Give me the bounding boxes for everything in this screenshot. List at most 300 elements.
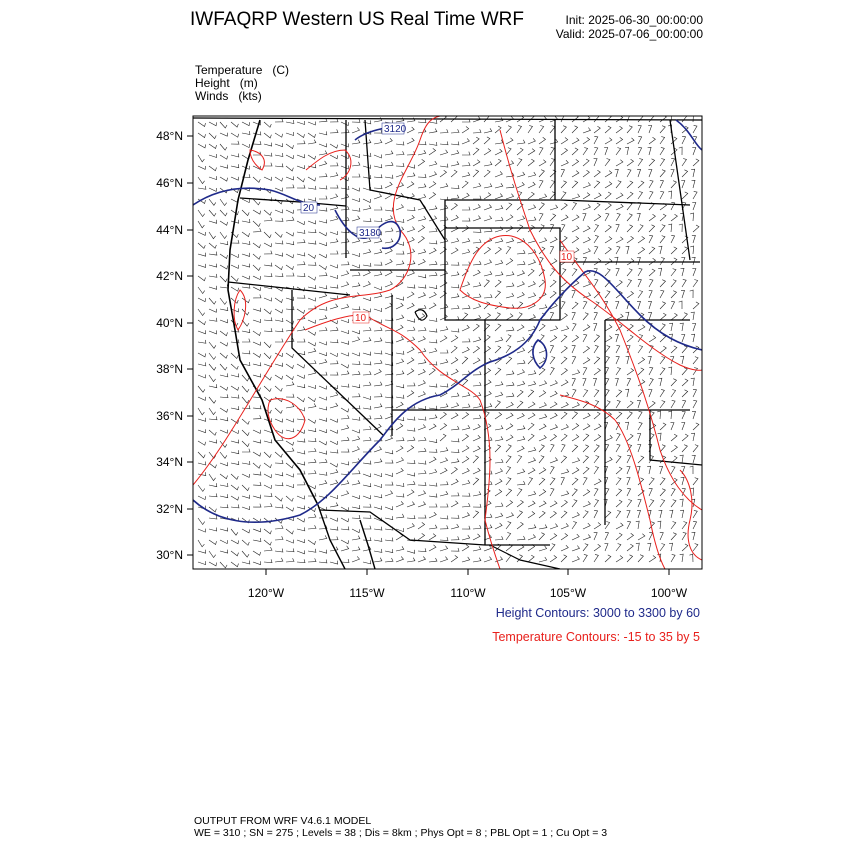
wind-barb xyxy=(561,236,567,243)
wind-barb xyxy=(649,556,656,563)
wind-barb xyxy=(198,397,206,401)
wind-barb xyxy=(572,423,579,430)
temp-contour xyxy=(234,290,246,330)
wind-barb xyxy=(374,538,382,542)
wind-barb xyxy=(231,141,239,144)
wind-barb xyxy=(429,348,437,353)
wind-barb xyxy=(626,246,629,254)
wind-barb xyxy=(616,345,620,353)
wind-barb xyxy=(462,181,468,188)
wind-barb xyxy=(429,241,437,244)
wind-barb xyxy=(671,291,677,298)
wind-barb xyxy=(418,424,426,430)
wind-barb xyxy=(242,264,250,268)
wind-barb xyxy=(583,523,590,529)
wind-barb xyxy=(517,313,522,320)
wind-barb xyxy=(561,533,568,540)
wind-barb xyxy=(451,170,457,177)
wind-barb xyxy=(671,301,675,309)
wind-barb xyxy=(679,224,682,232)
wind-barb xyxy=(681,268,685,276)
wind-barb xyxy=(198,452,205,458)
wind-barb xyxy=(681,334,685,342)
wind-barb xyxy=(297,550,305,553)
wind-barb xyxy=(429,483,437,486)
wind-barb xyxy=(605,171,612,177)
wind-barb xyxy=(693,478,698,485)
wind-barb xyxy=(418,274,426,277)
wind-barb xyxy=(572,236,579,243)
wind-barb xyxy=(286,496,293,501)
wind-barb xyxy=(451,129,459,133)
wind-barb xyxy=(616,204,623,210)
wind-barb xyxy=(209,528,217,532)
wind-barb xyxy=(451,272,459,276)
wind-barb xyxy=(605,511,611,518)
wind-barb xyxy=(440,141,448,144)
wind-barb xyxy=(220,319,228,323)
wind-barb xyxy=(396,359,404,364)
wind-barb xyxy=(319,327,327,331)
wind-barb xyxy=(253,452,261,456)
wind-barb xyxy=(506,126,511,133)
wind-barb xyxy=(319,265,327,270)
wind-barb xyxy=(462,468,469,474)
wind-barb xyxy=(429,272,437,276)
wind-barb xyxy=(693,191,697,199)
wind-barb xyxy=(528,192,534,199)
wind-barb xyxy=(209,176,217,180)
wind-barb xyxy=(594,523,601,530)
wind-barb xyxy=(253,551,261,555)
wind-barb xyxy=(286,155,294,159)
wind-barb xyxy=(407,227,415,232)
wind-barb xyxy=(691,378,695,386)
wind-barb xyxy=(572,290,576,298)
wind-barb xyxy=(275,363,283,367)
wind-barb xyxy=(396,546,404,551)
wind-barb xyxy=(374,506,382,510)
lat-label: 46°N xyxy=(156,176,183,190)
wind-barb xyxy=(352,480,360,485)
wind-barb xyxy=(231,386,239,390)
wind-barb xyxy=(264,251,272,254)
wind-barb xyxy=(539,324,545,331)
wind-barb xyxy=(462,526,470,529)
wind-barb xyxy=(473,371,481,375)
wind-barb xyxy=(539,456,544,463)
wind-barb xyxy=(440,129,448,133)
wind-barb xyxy=(638,279,642,287)
wind-barb xyxy=(550,524,558,529)
wind-barb xyxy=(308,428,316,431)
wind-barb xyxy=(231,254,239,258)
wind-barb xyxy=(473,534,480,540)
wind-barb xyxy=(264,298,272,302)
wind-barb xyxy=(638,534,645,540)
wind-barb xyxy=(385,151,393,155)
wind-barb xyxy=(561,500,567,507)
wind-barb xyxy=(418,502,426,507)
wind-barb xyxy=(692,323,696,331)
wind-barb xyxy=(572,148,578,155)
wind-barb xyxy=(451,459,459,463)
wind-barb xyxy=(418,406,426,409)
wind-barb xyxy=(242,199,250,203)
wind-barb xyxy=(363,297,371,301)
wind-barb xyxy=(242,506,250,510)
wind-barb xyxy=(660,489,665,496)
wind-barb xyxy=(605,435,612,441)
wind-barb xyxy=(451,336,458,343)
wind-barb xyxy=(539,511,545,518)
wind-barb xyxy=(198,287,205,294)
wind-barb xyxy=(242,561,250,565)
wind-barb xyxy=(319,550,327,554)
wind-barb xyxy=(451,493,459,497)
wind-barb xyxy=(308,438,316,441)
wind-barb xyxy=(605,532,609,540)
wind-barb xyxy=(561,469,569,474)
wind-barb xyxy=(220,462,228,466)
wind-barb xyxy=(550,326,558,331)
wind-barb xyxy=(385,303,392,309)
wind-barb xyxy=(220,452,227,458)
wind-barb xyxy=(429,329,437,332)
wind-barb xyxy=(484,183,492,188)
wind-barb xyxy=(308,298,316,302)
wind-barb xyxy=(484,162,492,167)
wind-barb xyxy=(264,474,272,478)
wind-barb xyxy=(286,419,294,423)
wind-barb xyxy=(691,433,695,441)
wind-barb xyxy=(385,228,393,232)
wind-barb xyxy=(297,177,305,182)
wind-barb xyxy=(495,205,503,210)
wind-barb xyxy=(308,140,316,144)
wind-barb xyxy=(341,449,349,452)
wind-barb xyxy=(418,369,425,375)
wind-barb xyxy=(594,158,598,166)
wind-barb xyxy=(583,501,590,507)
wind-barb xyxy=(198,518,205,525)
wind-barb xyxy=(374,558,382,562)
wind-barb xyxy=(242,551,249,557)
wind-barb xyxy=(429,261,437,265)
wind-barb xyxy=(308,370,316,375)
wind-barb xyxy=(627,378,631,386)
wind-barb xyxy=(220,430,228,434)
wind-barb xyxy=(286,463,293,468)
wind-barb xyxy=(616,126,622,133)
wind-barb xyxy=(231,562,239,567)
wind-barb xyxy=(231,164,239,168)
wind-barb xyxy=(627,521,631,529)
wind-barb xyxy=(330,537,338,541)
wind-barb xyxy=(198,243,205,248)
wind-barb xyxy=(473,382,481,386)
wind-barb xyxy=(209,364,216,370)
wind-barb xyxy=(462,480,470,485)
wind-barb xyxy=(352,198,360,202)
lat-label: 42°N xyxy=(156,269,183,283)
plot-title: IWFAQRP Western US Real Time WRF xyxy=(190,9,524,30)
wind-barb xyxy=(286,540,294,544)
wind-barb xyxy=(583,159,589,166)
wind-barb xyxy=(550,181,555,189)
wind-barb xyxy=(231,505,239,508)
temp-contour xyxy=(680,470,702,560)
wind-barb xyxy=(594,181,600,188)
wind-barb xyxy=(690,114,693,122)
wind-barb xyxy=(198,298,206,302)
wind-barb xyxy=(473,511,479,518)
wind-barb xyxy=(605,225,611,232)
wind-barb xyxy=(473,137,479,144)
wind-barb xyxy=(264,210,271,215)
wind-barb xyxy=(418,461,426,465)
wind-barb xyxy=(550,391,557,397)
wind-barb xyxy=(275,318,283,322)
wind-barb xyxy=(668,367,671,375)
wind-barb xyxy=(407,173,415,177)
wind-barb xyxy=(506,435,513,441)
wind-barb xyxy=(407,550,415,554)
wind-barb xyxy=(462,347,469,353)
wind-barb xyxy=(517,413,524,419)
wind-barb xyxy=(308,229,316,232)
wind-barb xyxy=(242,241,250,244)
wind-barb xyxy=(517,261,525,265)
wind-barb xyxy=(220,483,228,487)
wind-barb xyxy=(418,391,425,397)
wind-barb xyxy=(605,159,610,167)
wind-barb xyxy=(517,337,525,342)
wind-barb xyxy=(671,422,675,430)
wind-barb xyxy=(658,433,662,441)
wind-barb xyxy=(429,406,437,410)
wind-barb xyxy=(220,122,227,128)
wind-barb xyxy=(330,144,338,148)
wind-barb xyxy=(528,138,535,144)
wind-barb xyxy=(550,214,556,221)
wind-barb xyxy=(649,401,655,408)
wind-barb xyxy=(616,237,623,243)
wind-barb xyxy=(286,144,294,149)
wind-barb xyxy=(363,120,371,124)
wind-barb xyxy=(451,501,458,507)
wind-barb xyxy=(198,122,206,127)
wind-barb xyxy=(462,162,470,166)
wind-barb xyxy=(627,181,633,188)
wind-barb xyxy=(253,374,261,378)
wind-barb xyxy=(638,236,645,243)
wind-barb xyxy=(341,384,349,387)
wind-barb xyxy=(550,280,556,287)
wind-barb xyxy=(341,129,349,133)
wind-barb xyxy=(671,202,675,210)
wind-barb xyxy=(528,535,536,541)
wind-barb xyxy=(648,147,652,155)
wind-barb xyxy=(616,500,622,507)
wind-barb xyxy=(473,478,479,485)
wind-barb xyxy=(550,139,558,144)
wind-barb xyxy=(539,468,546,474)
wind-barb xyxy=(550,291,556,298)
wind-barb xyxy=(473,324,479,331)
wind-barb xyxy=(681,257,685,265)
wind-barb xyxy=(198,429,206,433)
wind-barb xyxy=(671,390,676,398)
wind-barb xyxy=(693,423,699,430)
wind-barb xyxy=(451,393,459,397)
wind-barb xyxy=(352,253,360,257)
wind-barb xyxy=(451,285,459,288)
wind-barb xyxy=(198,264,206,268)
wind-barb xyxy=(275,482,283,485)
wind-barb xyxy=(429,129,437,134)
wind-barb xyxy=(341,304,349,309)
wind-barb xyxy=(539,203,544,210)
wind-barb xyxy=(209,493,217,496)
wind-barb xyxy=(506,194,514,199)
wind-barb xyxy=(572,445,578,452)
wind-barb xyxy=(658,521,661,529)
wind-barb xyxy=(692,411,696,419)
wind-barb xyxy=(572,378,576,386)
wind-barb xyxy=(297,397,305,402)
wind-barb xyxy=(473,415,481,419)
wind-barb xyxy=(594,424,601,430)
wind-barb xyxy=(330,441,338,445)
wind-barb xyxy=(341,507,349,511)
lat-label: 32°N xyxy=(156,502,183,516)
wind-barb xyxy=(330,518,338,522)
wind-barb xyxy=(396,163,404,166)
wind-barb xyxy=(671,158,675,166)
wind-barb xyxy=(264,163,272,166)
wind-barb xyxy=(451,150,459,155)
wind-barb xyxy=(693,389,697,397)
wind-barb xyxy=(319,429,327,433)
wind-barb xyxy=(341,437,349,441)
wind-barb xyxy=(660,170,665,177)
wind-barb xyxy=(253,243,261,248)
wind-barb xyxy=(583,334,587,342)
wind-barb xyxy=(682,400,686,408)
wind-barb xyxy=(209,298,216,304)
wind-barb xyxy=(495,412,502,419)
wind-barb xyxy=(242,495,250,499)
wind-barb xyxy=(231,440,239,444)
wind-barb xyxy=(693,225,699,232)
wind-barb xyxy=(517,536,525,540)
wind-barb xyxy=(264,243,272,247)
wind-barb xyxy=(297,451,305,455)
wind-barb xyxy=(407,285,415,289)
wind-barb xyxy=(561,269,566,277)
wind-barb xyxy=(209,342,216,348)
wind-barb xyxy=(429,285,437,289)
wind-barb xyxy=(583,237,590,243)
wind-barb xyxy=(308,360,316,364)
wind-barb xyxy=(649,279,653,287)
wind-barb xyxy=(374,185,382,188)
wind-barb xyxy=(220,353,227,358)
wind-barb xyxy=(451,294,459,299)
wind-barb xyxy=(374,393,382,397)
canada-border xyxy=(193,118,702,120)
wind-barb xyxy=(583,116,590,122)
wind-barb xyxy=(517,126,522,134)
wind-barb xyxy=(506,513,514,518)
wind-barb xyxy=(396,446,403,452)
wind-barb xyxy=(275,210,283,214)
wind-barb xyxy=(451,536,459,540)
or-south-border xyxy=(228,282,350,295)
wind-barb xyxy=(550,147,554,155)
wind-barb xyxy=(594,500,599,508)
wind-barb xyxy=(308,403,316,408)
wind-barb xyxy=(660,357,665,365)
wind-barb xyxy=(572,323,576,331)
wind-barb xyxy=(583,204,590,210)
wind-barb xyxy=(275,419,283,423)
wind-barb xyxy=(517,148,523,155)
wind-barb xyxy=(693,357,698,364)
wind-barb xyxy=(669,323,672,331)
wind-barb xyxy=(625,389,629,397)
wind-barb xyxy=(352,272,360,276)
wind-barb xyxy=(352,384,360,387)
wind-barb xyxy=(297,384,305,388)
wind-barb xyxy=(308,385,316,389)
wind-barb xyxy=(319,315,327,320)
wind-barb xyxy=(462,152,470,155)
wind-barb xyxy=(638,456,644,463)
wind-barb xyxy=(297,496,305,500)
wind-barb xyxy=(648,169,652,177)
wind-barb xyxy=(341,462,349,466)
wind-barb xyxy=(693,521,697,529)
wind-barb xyxy=(627,434,633,441)
wind-barb xyxy=(506,184,514,188)
wind-barb xyxy=(264,273,272,276)
wind-barb xyxy=(690,290,693,298)
wind-barb xyxy=(561,545,568,551)
wind-barb xyxy=(374,174,382,177)
wind-barb xyxy=(242,430,249,436)
wind-barb xyxy=(253,440,261,444)
wind-barb xyxy=(517,292,524,298)
wind-barb xyxy=(528,159,534,166)
wind-barb xyxy=(473,446,480,452)
wind-barb xyxy=(374,351,382,354)
wind-barb xyxy=(352,529,360,533)
wind-barb xyxy=(297,230,305,234)
wind-barb xyxy=(231,540,239,544)
wind-barb xyxy=(286,120,294,124)
wind-barb xyxy=(319,352,327,356)
wind-barb xyxy=(682,522,687,530)
wind-barb xyxy=(517,238,525,243)
wind-barb xyxy=(682,532,686,540)
wind-barb xyxy=(539,160,546,166)
wind-barb xyxy=(429,248,436,254)
wind-barb xyxy=(671,280,676,287)
wind-barb xyxy=(561,181,567,188)
wind-barb xyxy=(660,324,665,331)
